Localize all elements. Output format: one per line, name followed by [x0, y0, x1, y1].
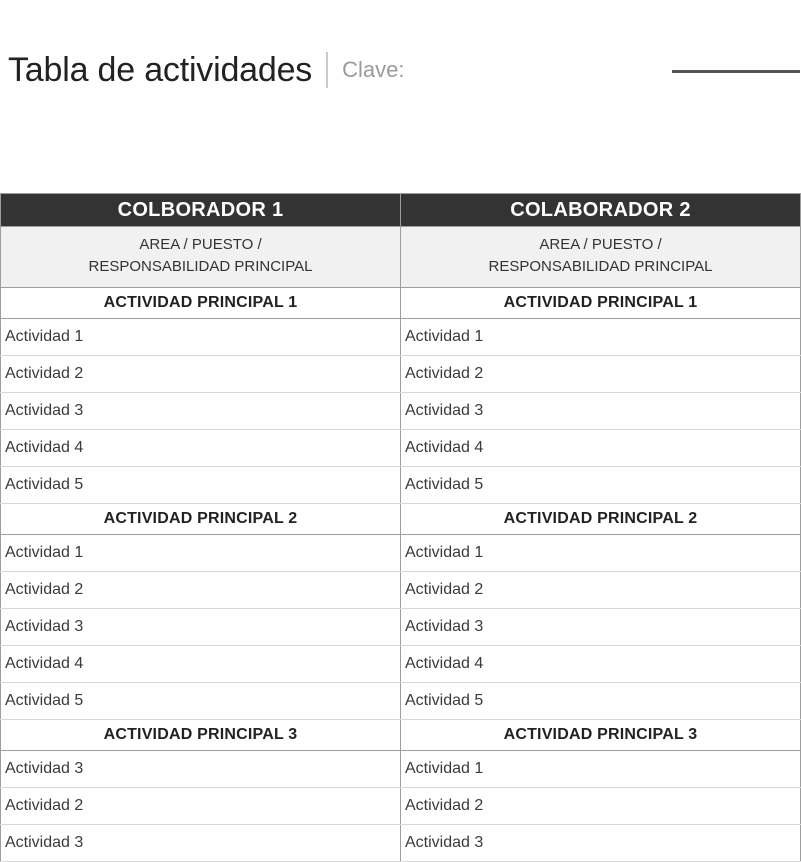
table-column-header-1: COLBORADOR 1 — [1, 194, 401, 227]
activity-cell[interactable]: Actividad 5 — [401, 683, 801, 720]
group-header-1-1: ACTIVIDAD PRINCIPAL 1 — [1, 288, 401, 319]
activity-cell[interactable]: Actividad 3 — [401, 393, 801, 430]
activity-cell[interactable]: Actividad 2 — [401, 572, 801, 609]
clave-label: Clave: — [342, 57, 405, 82]
table-subheader-1 — [1, 227, 401, 288]
subheader-line-2: RESPONSABILIDAD PRINCIPAL — [88, 258, 313, 275]
subheader-line-1: AREA / PUESTO / — [139, 236, 262, 253]
activity-cell[interactable]: Actividad 2 — [1, 356, 401, 393]
activity-cell[interactable]: Actividad 1 — [401, 751, 801, 788]
activity-cell[interactable]: Actividad 4 — [1, 646, 401, 683]
activity-cell[interactable]: Actividad 1 — [401, 319, 801, 356]
activity-cell[interactable]: Actividad 4 — [401, 646, 801, 683]
activity-cell[interactable]: Actividad 4 — [401, 430, 801, 467]
activities-table — [0, 193, 801, 862]
activities-table-container — [0, 193, 800, 862]
activity-cell[interactable]: Actividad 5 — [1, 467, 401, 504]
activity-cell[interactable]: Actividad 3 — [1, 609, 401, 646]
activity-cell[interactable]: Actividad 3 — [1, 393, 401, 430]
activity-cell[interactable]: Actividad 2 — [401, 788, 801, 825]
page-title: Tabla de actividades — [8, 50, 313, 89]
group-header-1-3: ACTIVIDAD PRINCIPAL 3 — [1, 720, 401, 751]
group-header-2-2: ACTIVIDAD PRINCIPAL 2 — [401, 504, 801, 535]
group-header-2-1: ACTIVIDAD PRINCIPAL 1 — [401, 288, 801, 319]
group-header-1-2: ACTIVIDAD PRINCIPAL 2 — [1, 504, 401, 535]
activity-cell[interactable]: Actividad 2 — [1, 572, 401, 609]
activity-cell[interactable]: Actividad 3 — [401, 825, 801, 862]
title-divider — [326, 52, 328, 88]
table-column-header-2: COLABORADOR 2 — [401, 194, 801, 227]
activity-cell[interactable]: Actividad 3 — [401, 609, 801, 646]
activity-cell[interactable]: Actividad 5 — [1, 683, 401, 720]
activity-cell[interactable]: Actividad 2 — [1, 788, 401, 825]
subheader-line-1: AREA / PUESTO / — [539, 236, 662, 253]
table-subheader-2 — [401, 227, 801, 288]
clave-rule — [672, 70, 800, 73]
activity-cell[interactable]: Actividad 1 — [1, 319, 401, 356]
activity-cell[interactable]: Actividad 1 — [401, 535, 801, 572]
activity-cell[interactable]: Actividad 1 — [1, 535, 401, 572]
activity-cell[interactable]: Actividad 5 — [401, 467, 801, 504]
activity-cell[interactable]: Actividad 4 — [1, 430, 401, 467]
subheader-line-2: RESPONSABILIDAD PRINCIPAL — [488, 258, 713, 275]
group-header-2-3: ACTIVIDAD PRINCIPAL 3 — [401, 720, 801, 751]
activity-cell[interactable]: Actividad 2 — [401, 356, 801, 393]
activity-cell[interactable]: Actividad 3 — [1, 751, 401, 788]
activity-cell[interactable]: Actividad 3 — [1, 825, 401, 862]
